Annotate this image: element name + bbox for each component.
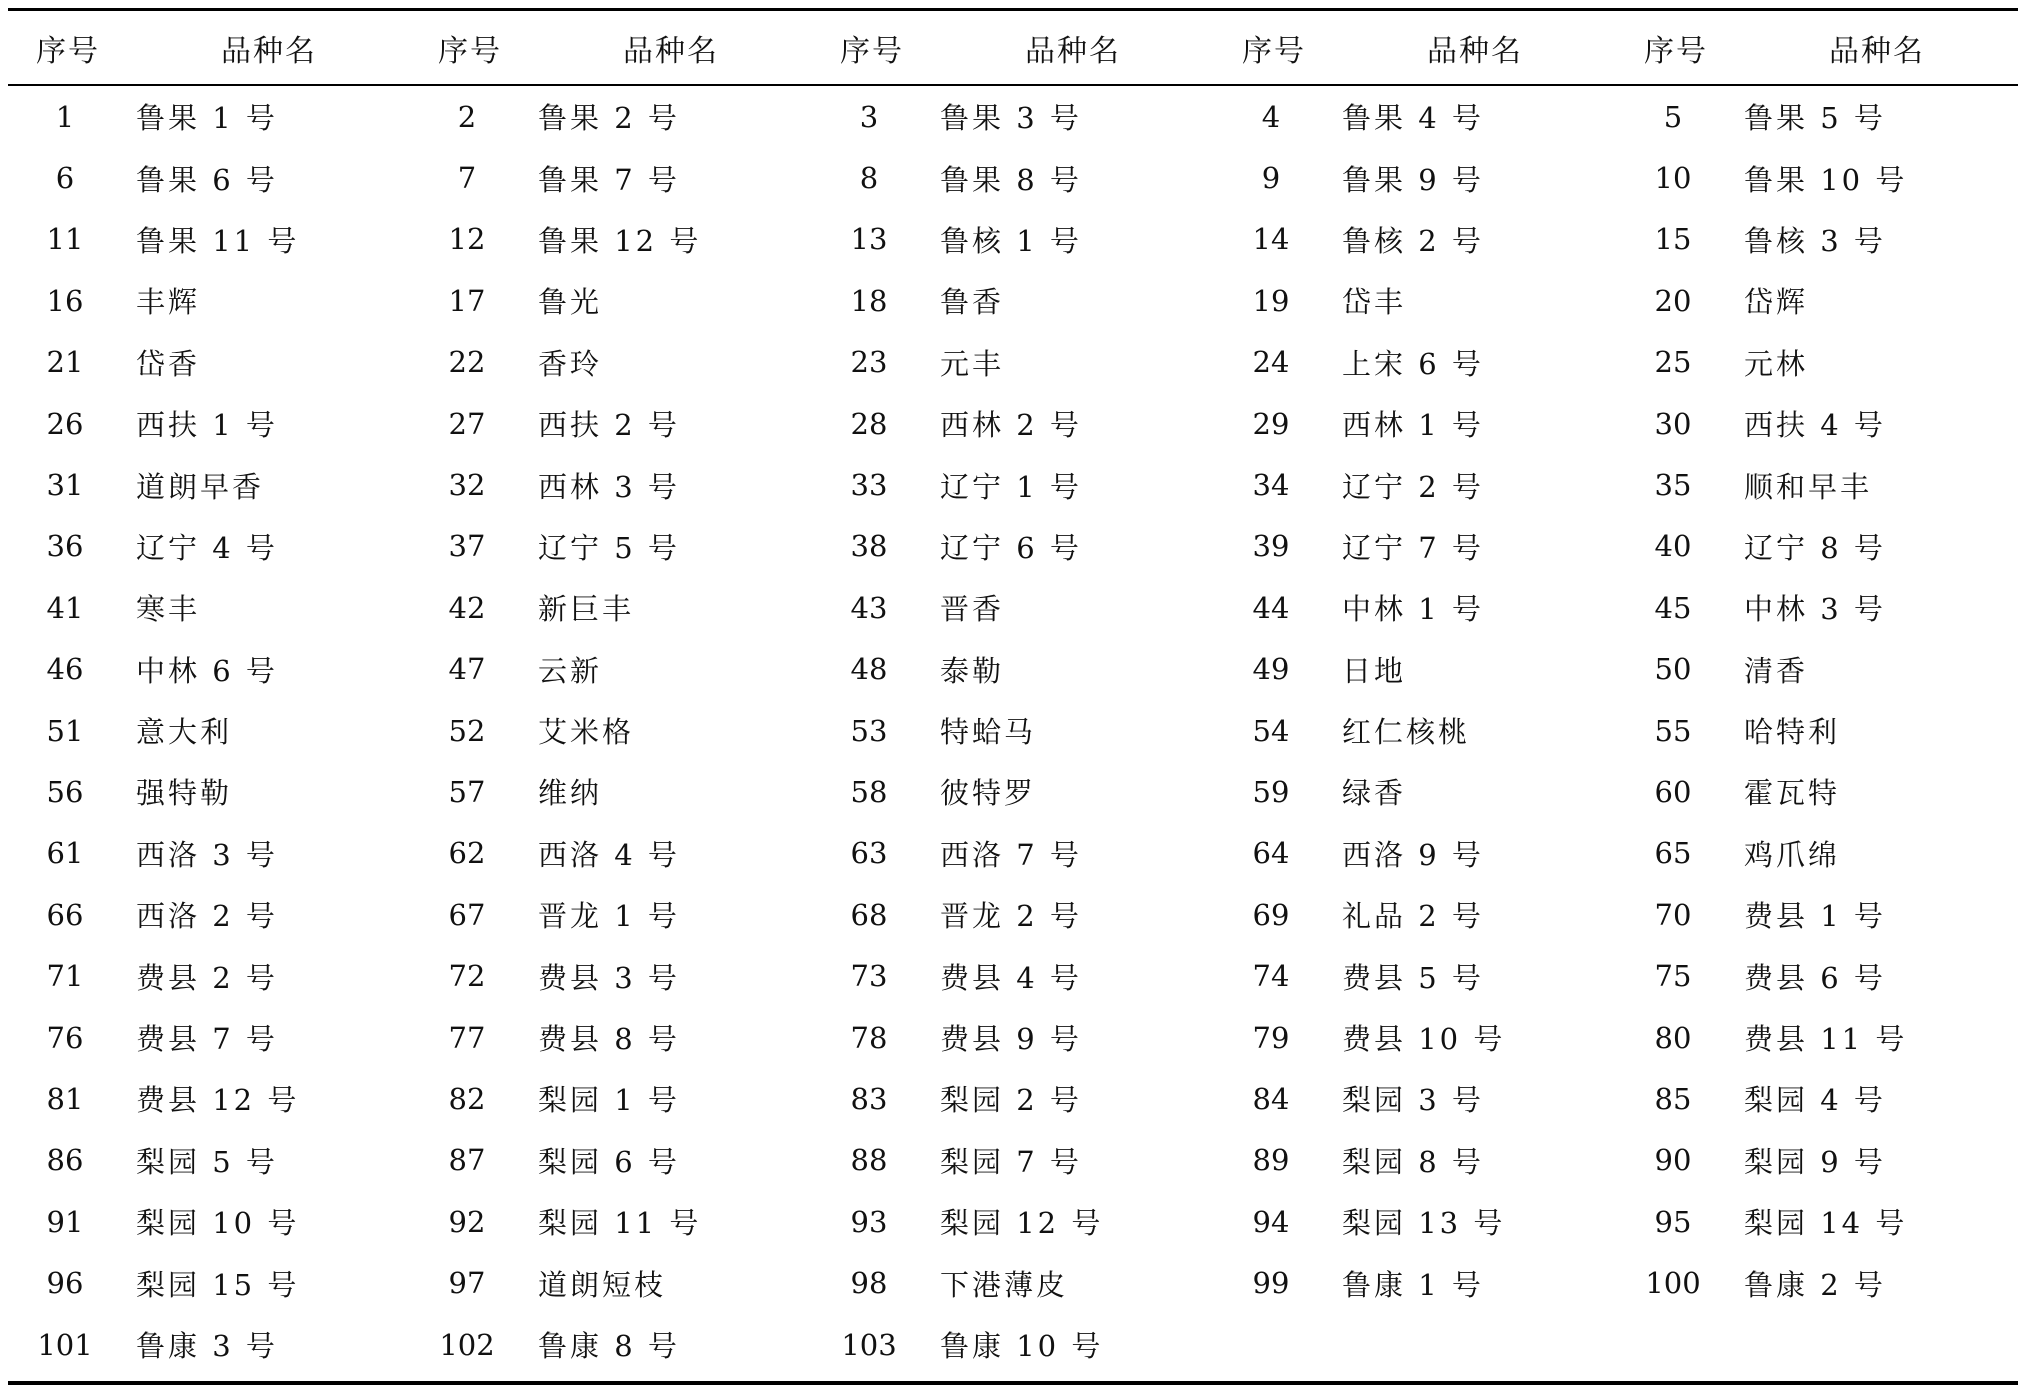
serial-number-cell: 50	[1654, 652, 1692, 687]
table-bottom-rule	[8, 1381, 2018, 1385]
serial-number-cell: 76	[46, 1020, 84, 1055]
variety-name-cell: 下港薄皮	[940, 1267, 1069, 1302]
serial-number-cell: 38	[850, 529, 888, 564]
serial-number-cell: 47	[448, 652, 486, 687]
variety-name-cell: 强特勒	[136, 776, 233, 811]
serial-number-cell: 97	[448, 1266, 486, 1301]
variety-name-cell: 梨园 9 号	[1744, 1144, 1886, 1179]
table-row	[8, 1007, 2018, 1068]
serial-number-cell: 13	[850, 222, 888, 257]
serial-number-cell: 29	[1252, 406, 1290, 441]
serial-number-cell: 71	[46, 959, 84, 994]
serial-number-cell: 5	[1663, 99, 1683, 134]
serial-number-cell: 40	[1654, 529, 1692, 564]
variety-name-cell: 霍瓦特	[1744, 776, 1841, 811]
variety-name-cell: 费县 8 号	[538, 1022, 680, 1057]
variety-name-cell: 西林 1 号	[1342, 408, 1484, 443]
serial-number-cell: 75	[1654, 959, 1692, 994]
variety-name-cell: 鲁康 1 号	[1342, 1267, 1484, 1302]
variety-name-cell: 元林	[1744, 346, 1809, 381]
serial-number-cell: 1	[55, 99, 75, 134]
variety-name-cell: 梨园 5 号	[136, 1144, 278, 1179]
serial-number-cell: 102	[439, 1327, 495, 1362]
serial-number-cell: 58	[850, 774, 888, 809]
table-row	[8, 945, 2018, 1006]
serial-number-cell: 63	[850, 836, 888, 871]
variety-name-cell: 梨园 10 号	[136, 1206, 300, 1241]
serial-number-cell: 12	[448, 222, 486, 257]
variety-name-cell: 艾米格	[538, 715, 635, 750]
serial-number-cell: 45	[1654, 590, 1692, 625]
serial-number-cell: 30	[1654, 406, 1692, 441]
header-cell-number: 序号	[1644, 33, 1708, 69]
serial-number-cell: 62	[448, 836, 486, 871]
serial-number-cell: 9	[1261, 161, 1281, 196]
serial-number-cell: 89	[1252, 1143, 1290, 1178]
serial-number-cell: 26	[46, 406, 84, 441]
serial-number-cell: 36	[46, 529, 84, 564]
variety-name-cell: 鲁康 2 号	[1744, 1267, 1886, 1302]
variety-name-cell: 上宋 6 号	[1342, 346, 1484, 381]
header-cell-variety-name: 品种名	[623, 33, 719, 69]
variety-name-cell: 梨园 8 号	[1342, 1144, 1484, 1179]
serial-number-cell: 96	[46, 1266, 84, 1301]
variety-name-cell: 费县 5 号	[1342, 960, 1484, 995]
variety-table	[8, 11, 2018, 1381]
variety-name-cell: 晋香	[940, 592, 1005, 627]
variety-name-cell: 梨园 1 号	[538, 1083, 680, 1118]
variety-name-cell: 鲁果 2 号	[538, 101, 680, 136]
variety-name-cell: 辽宁 2 号	[1342, 469, 1484, 504]
variety-name-cell: 辽宁 8 号	[1744, 530, 1886, 565]
table-row	[8, 884, 2018, 945]
table-row	[8, 516, 2018, 577]
variety-name-cell: 鲁果 7 号	[538, 162, 680, 197]
variety-name-cell: 辽宁 6 号	[940, 530, 1082, 565]
serial-number-cell: 32	[448, 468, 486, 503]
variety-name-cell: 鲁果 3 号	[940, 101, 1082, 136]
variety-name-cell: 西洛 4 号	[538, 837, 680, 872]
variety-name-cell: 费县 10 号	[1342, 1022, 1506, 1057]
variety-name-cell: 鲁果 12 号	[538, 223, 702, 258]
variety-name-cell: 鲁核 1 号	[940, 223, 1082, 258]
table-row	[8, 761, 2018, 822]
variety-name-cell: 岱辉	[1744, 285, 1809, 320]
variety-name-cell: 绿香	[1342, 776, 1407, 811]
serial-number-cell: 94	[1252, 1204, 1290, 1239]
serial-number-cell: 103	[841, 1327, 897, 1362]
serial-number-cell: 6	[55, 161, 75, 196]
table-row	[8, 332, 2018, 393]
serial-number-cell: 59	[1252, 774, 1290, 809]
serial-number-cell: 83	[850, 1081, 888, 1116]
serial-number-cell: 3	[859, 99, 879, 134]
variety-name-cell: 岱丰	[1342, 285, 1407, 320]
serial-number-cell: 92	[448, 1204, 486, 1239]
variety-name-cell: 泰勒	[940, 653, 1005, 688]
variety-name-cell: 红仁核桃	[1342, 715, 1471, 750]
serial-number-cell: 74	[1252, 959, 1290, 994]
variety-name-cell: 日地	[1342, 653, 1407, 688]
table-row	[8, 700, 2018, 761]
table-row	[8, 393, 2018, 454]
variety-name-cell: 西洛 3 号	[136, 837, 278, 872]
variety-name-cell: 鲁果 11 号	[136, 223, 300, 258]
serial-number-cell: 23	[850, 345, 888, 380]
variety-name-cell: 梨园 7 号	[940, 1144, 1082, 1179]
serial-number-cell: 17	[448, 283, 486, 318]
variety-name-cell: 费县 2 号	[136, 960, 278, 995]
serial-number-cell: 85	[1654, 1081, 1692, 1116]
variety-name-cell: 礼品 2 号	[1342, 899, 1484, 934]
serial-number-cell: 101	[37, 1327, 93, 1362]
variety-name-cell: 鲁康 8 号	[538, 1329, 680, 1363]
variety-name-cell: 费县 4 号	[940, 960, 1082, 995]
variety-name-cell: 西林 3 号	[538, 469, 680, 504]
variety-name-cell: 梨园 3 号	[1342, 1083, 1484, 1118]
serial-number-cell: 86	[46, 1143, 84, 1178]
serial-number-cell: 57	[448, 774, 486, 809]
variety-name-cell: 费县 7 号	[136, 1022, 278, 1057]
serial-number-cell: 99	[1252, 1266, 1290, 1301]
serial-number-cell: 33	[850, 468, 888, 503]
header-cell-number: 序号	[1242, 33, 1306, 69]
serial-number-cell: 93	[850, 1204, 888, 1239]
header-cell-variety-name: 品种名	[1427, 33, 1523, 69]
variety-name-cell: 梨园 6 号	[538, 1144, 680, 1179]
variety-name-cell: 鲁光	[538, 285, 603, 320]
serial-number-cell: 80	[1654, 1020, 1692, 1055]
variety-name-cell: 清香	[1744, 653, 1809, 688]
header-cell-variety-name: 品种名	[1025, 33, 1121, 69]
variety-name-cell: 岱香	[136, 346, 201, 381]
serial-number-cell: 42	[448, 590, 486, 625]
variety-name-cell: 道朗短枝	[538, 1267, 667, 1302]
table-row	[8, 1314, 2018, 1381]
variety-name-cell: 鸡爪绵	[1744, 837, 1841, 872]
serial-number-cell: 8	[859, 161, 879, 196]
serial-number-cell: 90	[1654, 1143, 1692, 1178]
table-row	[8, 823, 2018, 884]
serial-number-cell: 69	[1252, 897, 1290, 932]
serial-number-cell: 41	[46, 590, 84, 625]
variety-name-cell: 费县 11 号	[1744, 1022, 1908, 1057]
serial-number-cell: 81	[46, 1081, 84, 1116]
variety-name-cell: 费县 3 号	[538, 960, 680, 995]
variety-name-cell: 彼特罗	[940, 776, 1037, 811]
serial-number-cell: 7	[457, 161, 477, 196]
variety-name-cell: 西洛 2 号	[136, 899, 278, 934]
variety-name-cell: 晋龙 1 号	[538, 899, 680, 934]
serial-number-cell: 98	[850, 1266, 888, 1301]
serial-number-cell: 46	[46, 652, 84, 687]
serial-number-cell: 31	[46, 468, 84, 503]
serial-number-cell: 66	[46, 897, 84, 932]
serial-number-cell	[1616, 1314, 1736, 1381]
serial-number-cell: 18	[850, 283, 888, 318]
serial-number-cell: 70	[1654, 897, 1692, 932]
variety-name-cell: 哈特利	[1744, 715, 1841, 750]
variety-name-cell: 西洛 7 号	[940, 837, 1082, 872]
variety-name-cell: 元丰	[940, 346, 1005, 381]
header-row	[8, 11, 2018, 84]
serial-number-cell: 78	[850, 1020, 888, 1055]
variety-name-cell: 鲁果 6 号	[136, 162, 278, 197]
variety-name-cell: 鲁果 1 号	[136, 101, 278, 136]
serial-number-cell: 27	[448, 406, 486, 441]
serial-number-cell: 28	[850, 406, 888, 441]
serial-number-cell: 65	[1654, 836, 1692, 871]
variety-name-cell: 西扶 1 号	[136, 408, 278, 443]
serial-number-cell: 53	[850, 713, 888, 748]
variety-name-cell: 中林 1 号	[1342, 592, 1484, 627]
serial-number-cell: 49	[1252, 652, 1290, 687]
serial-number-cell: 16	[46, 283, 84, 318]
serial-number-cell: 48	[850, 652, 888, 687]
header-cell-number: 序号	[438, 33, 502, 69]
table-row	[8, 1130, 2018, 1191]
variety-name-cell: 新巨丰	[538, 592, 635, 627]
header-cell-variety-name: 品种名	[221, 33, 317, 69]
variety-name-cell: 特蛤马	[940, 715, 1037, 750]
variety-table-container	[8, 8, 2018, 1385]
serial-number-cell: 34	[1252, 468, 1290, 503]
serial-number-cell: 55	[1654, 713, 1692, 748]
serial-number-cell: 4	[1261, 99, 1281, 134]
variety-name-cell: 费县 12 号	[136, 1083, 300, 1118]
variety-name-cell: 梨园 2 号	[940, 1083, 1082, 1118]
serial-number-cell: 19	[1252, 283, 1290, 318]
serial-number-cell: 2	[457, 99, 477, 134]
variety-name-cell: 梨园 13 号	[1342, 1206, 1506, 1241]
variety-name-cell: 云新	[538, 653, 603, 688]
serial-number-cell: 10	[1654, 161, 1692, 196]
table-header	[8, 11, 2018, 84]
variety-name-cell: 鲁核 2 号	[1342, 223, 1484, 258]
header-cell-number: 序号	[36, 33, 100, 69]
serial-number-cell: 25	[1654, 345, 1692, 380]
serial-number-cell: 88	[850, 1143, 888, 1178]
variety-name-cell: 辽宁 1 号	[940, 469, 1082, 504]
table-row	[8, 1191, 2018, 1252]
variety-name-cell: 丰辉	[136, 285, 201, 320]
variety-name-cell: 维纳	[538, 776, 603, 811]
serial-number-cell: 67	[448, 897, 486, 932]
variety-name-cell: 费县 1 号	[1744, 899, 1886, 934]
serial-number-cell: 39	[1252, 529, 1290, 564]
serial-number-cell: 52	[448, 713, 486, 748]
variety-name-cell: 晋龙 2 号	[940, 899, 1082, 934]
table-row	[8, 577, 2018, 638]
table-row	[8, 147, 2018, 208]
variety-name-cell: 中林 6 号	[136, 653, 278, 688]
table-body	[8, 84, 2018, 1381]
variety-name-cell: 鲁果 4 号	[1342, 101, 1484, 136]
serial-number-cell: 68	[850, 897, 888, 932]
serial-number-cell: 60	[1654, 774, 1692, 809]
variety-name-cell: 梨园 11 号	[538, 1206, 702, 1241]
serial-number-cell: 79	[1252, 1020, 1290, 1055]
serial-number-cell: 95	[1654, 1204, 1692, 1239]
variety-name-cell: 鲁果 8 号	[940, 162, 1082, 197]
variety-name-cell	[1736, 1314, 2018, 1381]
variety-name-cell: 梨园 12 号	[940, 1206, 1104, 1241]
table-row	[8, 86, 2018, 147]
serial-number-cell: 11	[46, 222, 84, 257]
header-cell-variety-name: 品种名	[1829, 33, 1925, 69]
serial-number-cell: 20	[1654, 283, 1692, 318]
variety-name-cell: 鲁核 3 号	[1744, 223, 1886, 258]
variety-name-cell: 梨园 4 号	[1744, 1083, 1886, 1118]
table-row	[8, 639, 2018, 700]
variety-name-cell: 中林 3 号	[1744, 592, 1886, 627]
variety-name-cell: 辽宁 4 号	[136, 530, 278, 565]
variety-name-cell: 鲁果 9 号	[1342, 162, 1484, 197]
variety-name-cell: 西扶 2 号	[538, 408, 680, 443]
table-row	[8, 1252, 2018, 1313]
serial-number-cell: 61	[46, 836, 84, 871]
serial-number-cell: 51	[46, 713, 84, 748]
serial-number-cell: 91	[46, 1204, 84, 1239]
variety-name-cell: 辽宁 5 号	[538, 530, 680, 565]
variety-name-cell: 香玲	[538, 346, 603, 381]
variety-name-cell: 鲁康 3 号	[136, 1329, 278, 1363]
serial-number-cell: 24	[1252, 345, 1290, 380]
variety-name-cell: 意大利	[136, 715, 233, 750]
variety-name-cell: 顺和早丰	[1744, 469, 1873, 504]
variety-name-cell: 鲁果 5 号	[1744, 101, 1886, 136]
serial-number-cell: 56	[46, 774, 84, 809]
variety-name-cell: 辽宁 7 号	[1342, 530, 1484, 565]
serial-number-cell: 44	[1252, 590, 1290, 625]
variety-name-cell: 鲁果 10 号	[1744, 162, 1908, 197]
table-row	[8, 270, 2018, 331]
table-row	[8, 454, 2018, 515]
serial-number-cell: 21	[46, 345, 84, 380]
table-row	[8, 209, 2018, 270]
table-row	[8, 1068, 2018, 1129]
variety-name-cell: 寒丰	[136, 592, 201, 627]
serial-number-cell	[1214, 1314, 1334, 1381]
serial-number-cell: 87	[448, 1143, 486, 1178]
serial-number-cell: 84	[1252, 1081, 1290, 1116]
variety-name-cell	[1334, 1314, 1616, 1381]
serial-number-cell: 82	[448, 1081, 486, 1116]
serial-number-cell: 72	[448, 959, 486, 994]
variety-name-cell: 费县 6 号	[1744, 960, 1886, 995]
serial-number-cell: 77	[448, 1020, 486, 1055]
variety-name-cell: 道朗早香	[136, 469, 265, 504]
serial-number-cell: 73	[850, 959, 888, 994]
variety-name-cell: 鲁香	[940, 285, 1005, 320]
serial-number-cell: 15	[1654, 222, 1692, 257]
variety-name-cell: 西林 2 号	[940, 408, 1082, 443]
serial-number-cell: 64	[1252, 836, 1290, 871]
variety-name-cell: 西洛 9 号	[1342, 837, 1484, 872]
serial-number-cell: 35	[1654, 468, 1692, 503]
serial-number-cell: 100	[1645, 1266, 1701, 1301]
variety-name-cell: 梨园 15 号	[136, 1267, 300, 1302]
variety-name-cell: 梨园 14 号	[1744, 1206, 1908, 1241]
variety-name-cell: 费县 9 号	[940, 1022, 1082, 1057]
serial-number-cell: 37	[448, 529, 486, 564]
variety-name-cell: 西扶 4 号	[1744, 408, 1886, 443]
variety-name-cell: 鲁康 10 号	[940, 1329, 1104, 1363]
serial-number-cell: 54	[1252, 713, 1290, 748]
serial-number-cell: 22	[448, 345, 486, 380]
header-cell-number: 序号	[840, 33, 904, 69]
serial-number-cell: 43	[850, 590, 888, 625]
serial-number-cell: 14	[1252, 222, 1290, 257]
